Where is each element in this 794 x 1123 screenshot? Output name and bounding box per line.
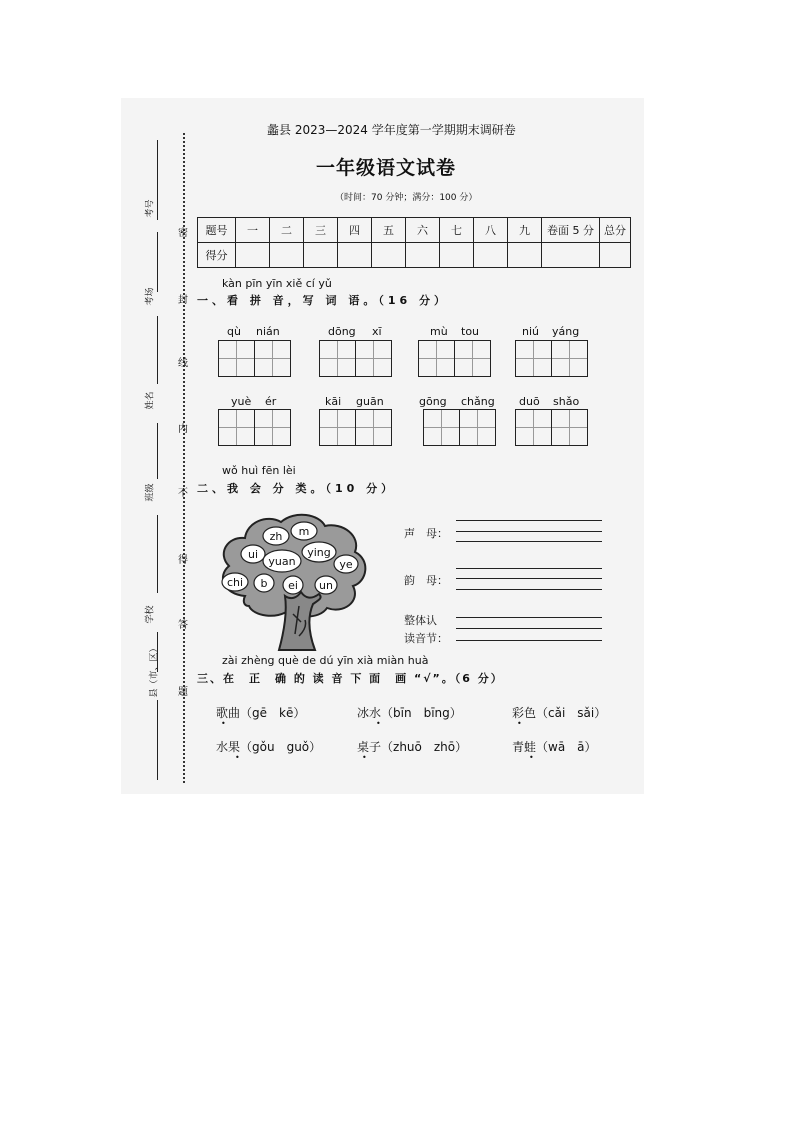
pinyin-label: gōng (419, 395, 447, 408)
score-input-cell[interactable] (338, 243, 372, 268)
score-input-cell[interactable] (372, 243, 406, 268)
tree-illustration (215, 510, 375, 652)
side-line (157, 140, 158, 220)
word: 水果 (216, 740, 241, 754)
writing-box-pair[interactable] (319, 409, 392, 446)
writing-box[interactable] (254, 410, 290, 445)
side-label-school: 学校 (145, 605, 156, 624)
pinyin-label: ér (265, 395, 277, 408)
table-cell: 题号 (198, 218, 236, 243)
answer-line[interactable] (456, 568, 602, 569)
side-line (157, 700, 158, 780)
answer-line[interactable] (456, 640, 602, 641)
word-options[interactable]: （wā ā） (536, 740, 597, 754)
side-line (157, 316, 158, 384)
writing-box-pair[interactable] (319, 340, 392, 377)
word: 桌子 (357, 740, 382, 754)
writing-box-pair[interactable] (515, 340, 588, 377)
score-table-row (198, 243, 631, 268)
fruit-label: b (260, 577, 268, 590)
writing-box-pair[interactable] (218, 340, 291, 377)
word-options[interactable]: （gǒu guǒ） (240, 740, 322, 754)
writing-box[interactable] (424, 410, 459, 445)
writing-box[interactable] (459, 410, 495, 445)
writing-box[interactable] (320, 341, 355, 376)
table-cell: 四 (338, 218, 372, 243)
table-cell: 二 (270, 218, 304, 243)
writing-box[interactable] (516, 410, 551, 445)
writing-box[interactable] (320, 410, 355, 445)
pinyin-label: nián (256, 325, 280, 338)
q2-heading: 二、我 会 分 类。（10 分） (197, 482, 397, 495)
writing-box[interactable] (419, 341, 454, 376)
category-initials: 声 母： (404, 527, 448, 540)
pinyin-label: chǎng (461, 395, 495, 408)
writing-box-pair[interactable] (218, 409, 291, 446)
fruit-label: ei (288, 579, 298, 592)
seal-char: 密 (178, 228, 188, 239)
writing-box-pair[interactable] (418, 340, 491, 377)
side-label-county: 县（市、区） (149, 643, 160, 698)
word: 青蛙 (512, 740, 537, 754)
answer-line[interactable] (456, 578, 602, 579)
writing-box-pair[interactable] (515, 409, 588, 446)
score-input-cell[interactable] (236, 243, 270, 268)
writing-box[interactable] (254, 341, 290, 376)
word-item (216, 738, 321, 755)
score-input-cell[interactable] (270, 243, 304, 268)
score-input-cell[interactable] (474, 243, 508, 268)
pinyin-label: mù (430, 325, 448, 338)
fruit-label: yuan (268, 555, 296, 568)
emphasis-dot: • (221, 719, 226, 728)
time-info: （时间：70 分钟；满分：100 分） (335, 193, 478, 203)
emphasis-dot: • (529, 753, 534, 762)
answer-line[interactable] (456, 541, 602, 542)
emphasis-dot: • (362, 753, 367, 762)
table-cell: 五 (372, 218, 406, 243)
fruit-label: ui (247, 548, 259, 561)
q3-pinyin: zài zhèng què de dú yīn xià miàn huà (222, 654, 429, 667)
category-whole-syllable-line1: 整体认 (404, 614, 437, 627)
seal-char: 线 (178, 358, 188, 369)
word: 歌曲 (216, 706, 241, 720)
table-cell: 总分 (600, 218, 631, 243)
writing-box-pair[interactable] (423, 409, 496, 446)
score-table (197, 217, 631, 268)
answer-line[interactable] (456, 628, 602, 629)
q1-heading: 一、看 拼 音，写 词 语。（16 分） (197, 294, 449, 307)
answer-line[interactable] (456, 520, 602, 521)
answer-line[interactable] (456, 617, 602, 618)
side-line (157, 423, 158, 479)
fruit-label: ying (307, 546, 331, 559)
fruit-label: un (319, 579, 333, 592)
pinyin-label: yuè (231, 395, 252, 408)
writing-box[interactable] (551, 410, 587, 445)
pinyin-label: dōng (328, 325, 356, 338)
score-input-cell[interactable] (440, 243, 474, 268)
side-line (157, 515, 158, 593)
fruit-label: ye (339, 558, 353, 571)
word-item (357, 704, 462, 721)
q1-pinyin: kàn pīn yīn xiě cí yǔ (222, 277, 332, 290)
pinyin-label: guān (356, 395, 384, 408)
word-item (216, 704, 305, 721)
fruit-label: m (298, 525, 310, 538)
word: 冰水 (357, 706, 382, 720)
score-input-cell[interactable] (600, 243, 631, 268)
category-finals: 韵 母： (404, 574, 448, 587)
word: 彩色 (512, 706, 537, 720)
exam-name: 蠡县 2023—2024 学年度第一学期期末调研卷 (267, 123, 516, 137)
table-cell: 九 (508, 218, 542, 243)
table-cell: 卷面 5 分 (542, 218, 600, 243)
pinyin-label: duō (519, 395, 540, 408)
word-options[interactable]: （cǎi sǎi） (536, 706, 607, 720)
writing-box[interactable] (219, 410, 254, 445)
answer-line[interactable] (456, 589, 602, 590)
table-cell: 八 (474, 218, 508, 243)
seal-char: 封 (178, 295, 188, 306)
pinyin-label: tou (461, 325, 480, 338)
side-label-name: 姓名 (145, 391, 156, 410)
writing-box[interactable] (355, 410, 391, 445)
pinyin-label: qù (227, 325, 241, 338)
word-options[interactable]: （bīn bīng） (381, 706, 462, 720)
side-label-exam-room: 考场 (145, 287, 156, 306)
pinyin-label: kāi (325, 395, 342, 408)
side-line (157, 232, 158, 292)
q2-pinyin: wǒ huì fēn lèi (222, 464, 296, 477)
word-options[interactable]: （gē kē） (240, 706, 306, 720)
category-whole-syllable-line2: 读音节： (404, 632, 448, 645)
emphasis-dot: • (376, 719, 381, 728)
table-cell: 三 (304, 218, 338, 243)
writing-box[interactable] (355, 341, 391, 376)
seal-char: 得 (178, 555, 188, 566)
writing-box[interactable] (454, 341, 490, 376)
score-input-cell[interactable] (304, 243, 338, 268)
table-cell: 七 (440, 218, 474, 243)
word-item (512, 738, 597, 755)
writing-box[interactable] (516, 341, 551, 376)
score-table-header (198, 218, 631, 243)
pinyin-label: niú (522, 325, 539, 338)
emphasis-dot: • (235, 753, 240, 762)
score-input-cell[interactable] (508, 243, 542, 268)
page-title: 一年级语文试卷 (316, 157, 457, 179)
pinyin-label: yáng (552, 325, 580, 338)
side-label-exam-number: 考号 (145, 199, 156, 218)
pinyin-label: xī (372, 325, 382, 338)
seal-char: 答 (178, 620, 188, 631)
q3-heading: 三、在 正 确 的 读 音 下 面 画 “√”。（6 分） (197, 672, 504, 685)
word-item (357, 738, 467, 755)
seal-char: 内 (178, 424, 188, 435)
table-cell: 一 (236, 218, 270, 243)
table-cell: 得分 (198, 243, 236, 268)
writing-box[interactable] (551, 341, 587, 376)
seal-char: 不 (178, 488, 188, 499)
writing-box[interactable] (219, 341, 254, 376)
score-input-cell[interactable] (542, 243, 600, 268)
fruit-label: chi (226, 576, 244, 589)
word-item (512, 704, 606, 721)
seal-char: 题 (178, 687, 188, 698)
side-label-class: 班级 (145, 483, 156, 502)
table-cell: 六 (406, 218, 440, 243)
fruit-label: zh (269, 530, 283, 543)
pinyin-label: shǎo (553, 395, 580, 408)
emphasis-dot: • (517, 719, 522, 728)
word-options[interactable]: （zhuō zhō） (381, 740, 468, 754)
score-input-cell[interactable] (406, 243, 440, 268)
answer-line[interactable] (456, 531, 602, 532)
